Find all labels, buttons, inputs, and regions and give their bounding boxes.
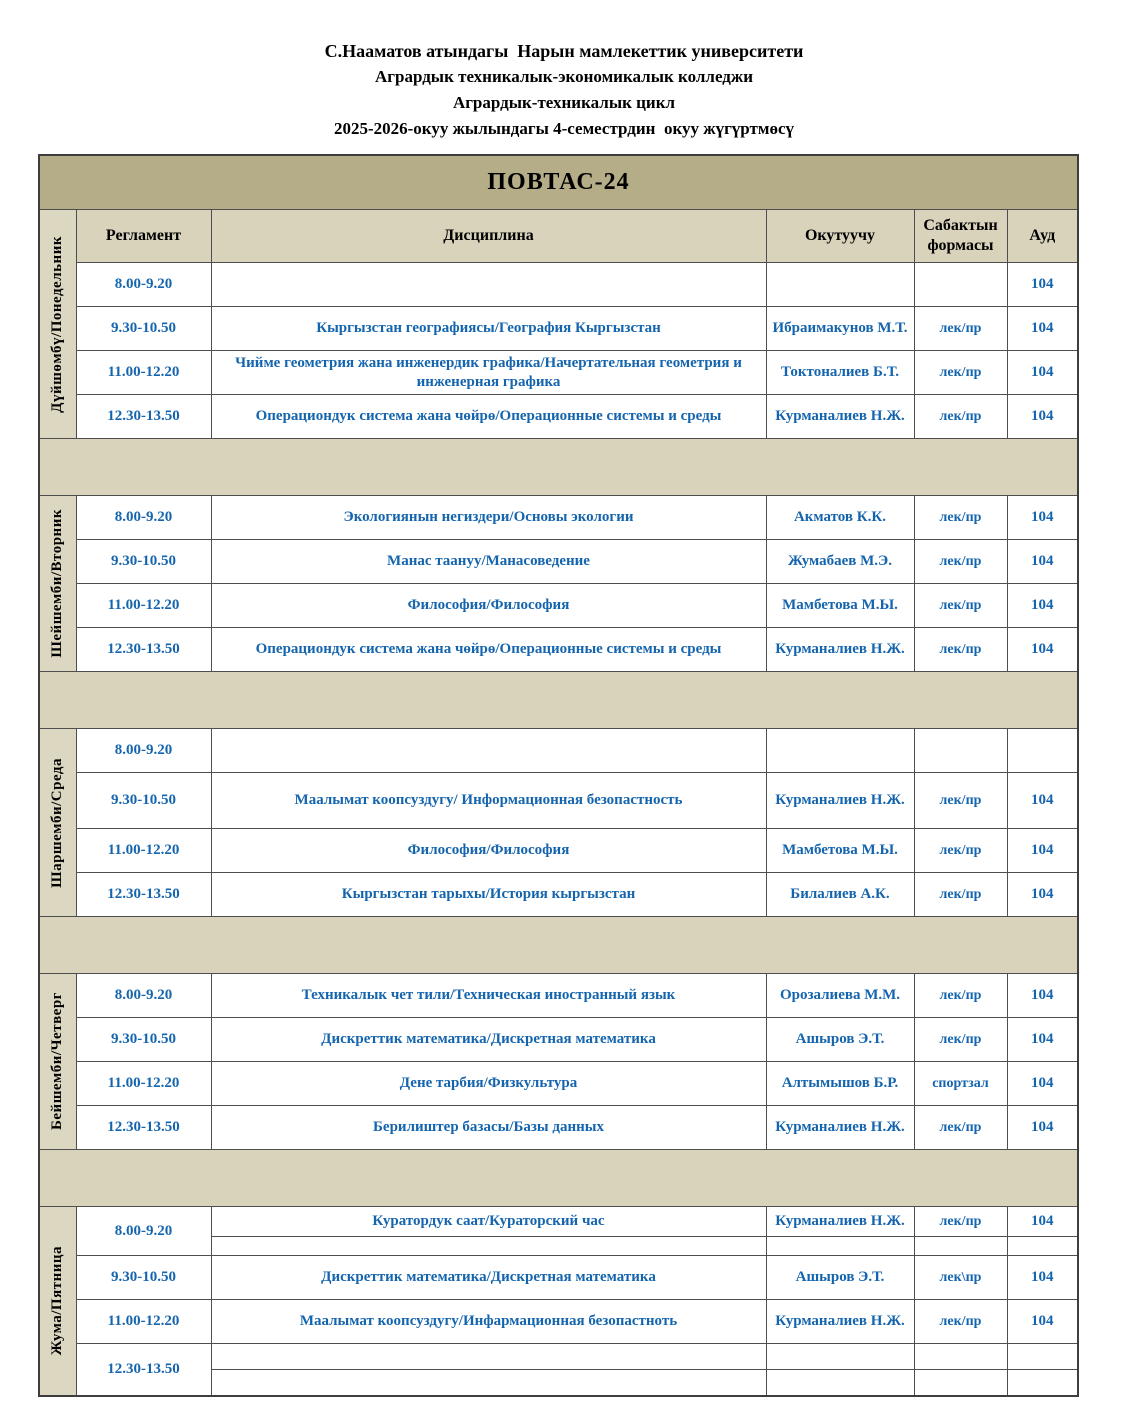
teacher-cell: [766, 263, 914, 307]
schedule-row: [39, 974, 1078, 1018]
discipline-cell: Операциондук система жана чөйрө/Операционные системы и среды: [211, 395, 766, 439]
time-cell: 12.30-13.50: [76, 628, 211, 672]
lesson-form-cell: [914, 263, 1007, 307]
time-cell: 8.00-9.20: [76, 263, 211, 307]
teacher-cell: Мамбетова М.Ы.: [766, 584, 914, 628]
day-label: Дүйшөмбү/Понедельник: [49, 235, 66, 413]
empty-teacher-cell: [766, 1370, 914, 1396]
semester-title: 2025-2026-окуу жылындагы 4-семестрдин окуу жүгүртмөсү: [333, 119, 795, 138]
university-title: С.Нааматов атындагы Нарын мамлекеттик университети: [324, 41, 804, 61]
discipline-cell: Экологиянын негиздери/Основы экологии: [211, 496, 766, 540]
day-cell: [39, 496, 76, 672]
schedule-row: [39, 307, 1078, 351]
auditorium-cell: 104: [1007, 873, 1078, 917]
lesson-form-cell: лек/пр: [914, 873, 1007, 917]
lesson-form-cell: лек/пр: [914, 829, 1007, 873]
college-title: Агрардык техникалык-экономикалык колледжи: [375, 67, 753, 86]
discipline-cell: Кыргызстан географиясы/География Кыргызстан: [211, 307, 766, 351]
empty-lesson-form-cell: [914, 1237, 1007, 1256]
auditorium-cell: 104: [1007, 1106, 1078, 1150]
schedule-row: [39, 1106, 1078, 1150]
spacer-row: [39, 672, 1078, 729]
schedule-row: [39, 1207, 1078, 1237]
time-cell: 8.00-9.20: [76, 496, 211, 540]
spacer-row: [39, 917, 1078, 974]
document-header: [0, 0, 1128, 142]
schedule-table-body: [39, 155, 1078, 1396]
day-label: Жума/Пятница: [49, 1246, 66, 1356]
schedule-row: [39, 773, 1078, 829]
teacher-cell: Курманалиев Н.Ж.: [766, 1106, 914, 1150]
day-cell: [39, 729, 76, 917]
discipline-cell: [211, 1344, 766, 1370]
lesson-form-cell: лек/пр: [914, 395, 1007, 439]
time-cell: 11.00-12.20: [76, 1062, 211, 1106]
schedule-row: [39, 1256, 1078, 1300]
teacher-cell: Мамбетова М.Ы.: [766, 829, 914, 873]
schedule-row: [39, 351, 1078, 395]
schedule-row: [39, 1062, 1078, 1106]
teacher-cell: Ибраимакунов М.Т.: [766, 307, 914, 351]
schedule-row: [39, 1300, 1078, 1344]
auditorium-cell: [1007, 729, 1078, 773]
lesson-form-cell: лек/пр: [914, 1106, 1007, 1150]
column-header: Сабактын формасы: [914, 210, 1007, 263]
schedule-row: [39, 729, 1078, 773]
empty-auditorium-cell: [1007, 1237, 1078, 1256]
lesson-form-cell: [914, 729, 1007, 773]
column-header: Регламент: [76, 210, 211, 263]
schedule-row: [39, 496, 1078, 540]
schedule-row: [39, 1344, 1078, 1370]
lesson-form-cell: лек/пр: [914, 974, 1007, 1018]
teacher-cell: [766, 729, 914, 773]
teacher-cell: Курманалиев Н.Ж.: [766, 1207, 914, 1237]
discipline-cell: Философия/Философия: [211, 829, 766, 873]
lesson-form-cell: лек\пр: [914, 1256, 1007, 1300]
column-header: Дисциплина: [211, 210, 766, 263]
auditorium-cell: 104: [1007, 540, 1078, 584]
schedule-row: [39, 829, 1078, 873]
time-cell: 8.00-9.20: [76, 729, 211, 773]
discipline-cell: Дискреттик математика/Дискретная математика: [211, 1018, 766, 1062]
teacher-cell: Курманалиев Н.Ж.: [766, 628, 914, 672]
discipline-cell: Маалымат коопсуздугу/ Информационная безопастность: [211, 773, 766, 829]
time-cell: 11.00-12.20: [76, 584, 211, 628]
lesson-form-cell: [914, 1344, 1007, 1370]
lesson-form-cell: лек/пр: [914, 773, 1007, 829]
discipline-cell: Берилиштер базасы/Базы данных: [211, 1106, 766, 1150]
lesson-form-cell: лек/пр: [914, 496, 1007, 540]
auditorium-cell: 104: [1007, 1207, 1078, 1237]
discipline-cell: Чийме геометрия жана инженердик графика/Начертательная геометрия и инженерная графика: [211, 351, 766, 395]
auditorium-cell: [1007, 1344, 1078, 1370]
spacer-cell: [39, 917, 1078, 974]
day-cell: [39, 1207, 76, 1396]
group-title: ПОВТАС-24: [39, 155, 1078, 210]
discipline-cell: Дене тарбия/Физкультура: [211, 1062, 766, 1106]
column-header: Ауд: [1007, 210, 1078, 263]
lesson-form-cell: лек/пр: [914, 628, 1007, 672]
time-cell: 8.00-9.20: [76, 974, 211, 1018]
empty-teacher-cell: [766, 1237, 914, 1256]
time-cell: 12.30-13.50: [76, 1344, 211, 1396]
lesson-form-cell: лек/пр: [914, 1207, 1007, 1237]
time-cell: 12.30-13.50: [76, 873, 211, 917]
auditorium-cell: 104: [1007, 829, 1078, 873]
teacher-cell: Курманалиев Н.Ж.: [766, 395, 914, 439]
discipline-cell: Манас таануу/Манасоведение: [211, 540, 766, 584]
teacher-cell: [766, 1344, 914, 1370]
time-cell: 11.00-12.20: [76, 351, 211, 395]
lesson-form-cell: лек/пр: [914, 540, 1007, 584]
time-cell: 9.30-10.50: [76, 307, 211, 351]
spacer-cell: [39, 672, 1078, 729]
schedule-table: [38, 154, 1079, 1397]
discipline-cell: Дискреттик математика/Дискретная математика: [211, 1256, 766, 1300]
auditorium-cell: 104: [1007, 773, 1078, 829]
auditorium-cell: 104: [1007, 395, 1078, 439]
schedule-row: [39, 1018, 1078, 1062]
teacher-cell: Ашыров Э.Т.: [766, 1256, 914, 1300]
day-cell: [39, 210, 76, 439]
lesson-form-cell: лек/пр: [914, 351, 1007, 395]
column-header-row: [39, 210, 1078, 263]
spacer-row: [39, 1150, 1078, 1207]
schedule-row: [39, 263, 1078, 307]
auditorium-cell: 104: [1007, 1256, 1078, 1300]
lesson-form-cell: спортзал: [914, 1062, 1007, 1106]
cycle-title: Агрардык-техникалык цикл: [452, 93, 676, 112]
discipline-cell: Маалымат коопсуздугу/Инфармационная безопастноть: [211, 1300, 766, 1344]
time-cell: 9.30-10.50: [76, 1256, 211, 1300]
time-cell: 11.00-12.20: [76, 1300, 211, 1344]
empty-discipline-cell: [211, 1370, 766, 1396]
discipline-cell: Философия/Философия: [211, 584, 766, 628]
discipline-cell: Кыргызстан тарыхы/История кыргызстан: [211, 873, 766, 917]
teacher-cell: Курманалиев Н.Ж.: [766, 773, 914, 829]
teacher-cell: Жумабаев М.Э.: [766, 540, 914, 584]
teacher-cell: Билалиев А.К.: [766, 873, 914, 917]
lesson-form-cell: лек/пр: [914, 307, 1007, 351]
day-label: Бейшемби/Четверг: [49, 992, 66, 1131]
discipline-cell: Куратордук саат/Кураторский час: [211, 1207, 766, 1237]
empty-discipline-cell: [211, 1237, 766, 1256]
auditorium-cell: 104: [1007, 1300, 1078, 1344]
auditorium-cell: 104: [1007, 496, 1078, 540]
group-title-row: [39, 155, 1078, 210]
auditorium-cell: 104: [1007, 307, 1078, 351]
discipline-cell: [211, 263, 766, 307]
time-cell: 11.00-12.20: [76, 829, 211, 873]
lesson-form-cell: лек/пр: [914, 584, 1007, 628]
spacer-cell: [39, 439, 1078, 496]
teacher-cell: Акматов К.К.: [766, 496, 914, 540]
schedule-row: [39, 395, 1078, 439]
auditorium-cell: 104: [1007, 584, 1078, 628]
time-cell: 9.30-10.50: [76, 773, 211, 829]
auditorium-cell: 104: [1007, 351, 1078, 395]
time-cell: 8.00-9.20: [76, 1207, 211, 1256]
day-cell: [39, 974, 76, 1150]
teacher-cell: Орозалиева М.М.: [766, 974, 914, 1018]
time-cell: 12.30-13.50: [76, 395, 211, 439]
teacher-cell: Курманалиев Н.Ж.: [766, 1300, 914, 1344]
teacher-cell: Токтоналиев Б.Т.: [766, 351, 914, 395]
discipline-cell: Операциондук система жана чөйрө/Операционные системы и среды: [211, 628, 766, 672]
auditorium-cell: 104: [1007, 1062, 1078, 1106]
time-cell: 12.30-13.50: [76, 1106, 211, 1150]
auditorium-cell: 104: [1007, 628, 1078, 672]
schedule-row: [39, 584, 1078, 628]
column-header: Окутуучу: [766, 210, 914, 263]
lesson-form-cell: лек/пр: [914, 1300, 1007, 1344]
lesson-form-cell: лек/пр: [914, 1018, 1007, 1062]
schedule-table-wrapper: [38, 154, 1090, 1397]
spacer-row: [39, 439, 1078, 496]
auditorium-cell: 104: [1007, 1018, 1078, 1062]
discipline-cell: [211, 729, 766, 773]
day-label: Шаршемби/Среда: [49, 757, 66, 888]
empty-auditorium-cell: [1007, 1370, 1078, 1396]
time-cell: 9.30-10.50: [76, 540, 211, 584]
schedule-row: [39, 873, 1078, 917]
empty-lesson-form-cell: [914, 1370, 1007, 1396]
spacer-cell: [39, 1150, 1078, 1207]
discipline-cell: Техникалык чет тили/Техническая иностранный язык: [211, 974, 766, 1018]
schedule-row: [39, 628, 1078, 672]
teacher-cell: Ашыров Э.Т.: [766, 1018, 914, 1062]
schedule-row: [39, 540, 1078, 584]
auditorium-cell: 104: [1007, 974, 1078, 1018]
time-cell: 9.30-10.50: [76, 1018, 211, 1062]
teacher-cell: Алтымышов Б.Р.: [766, 1062, 914, 1106]
day-label: Шейшемби/Вторник: [49, 509, 66, 658]
auditorium-cell: 104: [1007, 263, 1078, 307]
